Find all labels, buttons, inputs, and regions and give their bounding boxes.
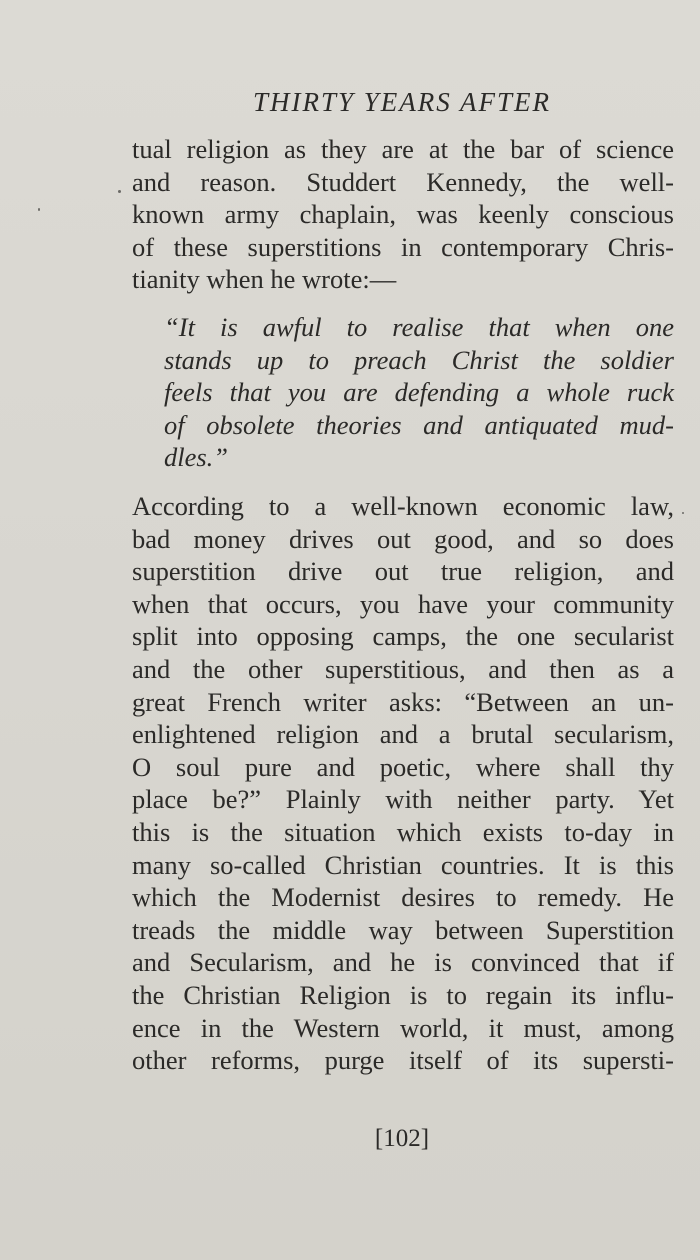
text-line: treads the middle way between Superstition <box>132 914 674 945</box>
text-line: superstition drive out true religion, and <box>132 556 674 587</box>
text-line: of these superstitions in contemporary Chris- <box>132 231 674 262</box>
text-line: tianity when he wrote:— <box>132 264 397 295</box>
text-line: ence in the Western world, it must, among <box>132 1012 674 1043</box>
text-line: split into opposing camps, the one secularist <box>132 621 674 652</box>
quote-line: feels that you are defending a whole ruck <box>164 377 674 408</box>
running-head: THIRTY YEARS AFTER <box>252 87 552 117</box>
quote-line: stands up to preach Christ the soldier <box>164 344 674 375</box>
quote-line: dles.” <box>164 442 229 473</box>
text-line: O soul pure and poetic, where shall thy <box>132 751 674 782</box>
text-line: great French writer asks: “Between an un- <box>132 686 674 717</box>
text-line: this is the situation which exists to-day in <box>132 816 674 847</box>
text-line: other reforms, purge itself of its supersti- <box>132 1045 674 1076</box>
quote-line: of obsolete theories and antiquated mud- <box>164 409 674 440</box>
paper-speck <box>38 208 40 211</box>
paragraph-2 <box>132 490 674 1077</box>
text-line: known army chaplain, was keenly conscious <box>132 199 674 230</box>
text-line: the Christian Religion is to regain its influ- <box>132 979 674 1010</box>
text-line: bad money drives out good, and so does <box>132 523 674 554</box>
text-line: enlightened religion and a brutal secularism, <box>132 719 674 750</box>
text-line: According to a well-known economic law, <box>132 491 674 521</box>
paper-speck <box>118 190 121 193</box>
text-line: many so-called Christian countries. It is this <box>132 849 674 880</box>
text-line: and Secularism, and he is convinced that if <box>132 947 674 978</box>
quote-line: “It is awful to realise that when one <box>164 312 674 342</box>
page-number: [102] <box>374 1125 430 1152</box>
paper-speck <box>682 512 684 514</box>
text-line: and reason. Studdert Kennedy, the well- <box>132 166 674 197</box>
text-line: tual religion as they are at the bar of science <box>132 134 674 164</box>
text-line: which the Modernist desires to remedy. He <box>132 882 674 913</box>
text-line: and the other superstitious, and then as a <box>132 653 674 684</box>
paragraph-1 <box>132 133 674 296</box>
text-line: when that occurs, you have your community <box>132 588 674 619</box>
text-line: place be?” Plainly with neither party. Yet <box>132 784 674 815</box>
block-quote <box>164 311 674 474</box>
